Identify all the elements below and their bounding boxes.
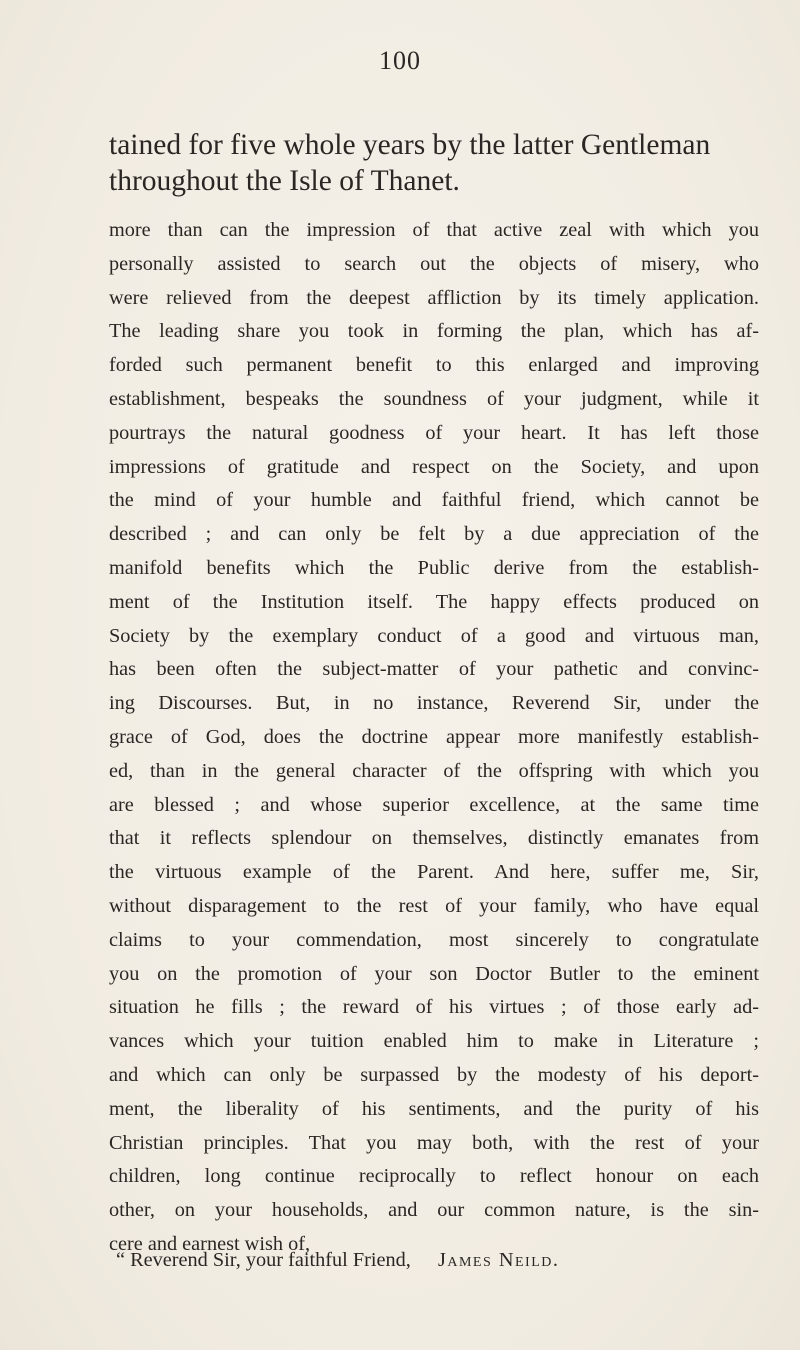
body-line: grace of God, does the doctrine appear more manifestly establish-: [109, 725, 759, 748]
body-line: were relieved from the deepest affliction by its timely application.: [109, 286, 759, 309]
body-line: situation he fills ; the reward of his virtues ; of those early ad-: [109, 996, 759, 1019]
body-line: ed, than in the general character of the offspring with which you: [109, 759, 759, 782]
body-line: and which can only be surpassed by the modesty of his deport-: [109, 1063, 759, 1086]
body-line: claims to your commendation, most sincerely to congratulate: [109, 928, 759, 951]
page-heading: tained for five whole years by the latter Gentleman throughout the Isle of Thanet.: [109, 129, 711, 197]
body-line: the mind of your humble and faithful friend, which cannot be: [109, 489, 759, 512]
body-line: you on the promotion of your son Doctor Butler to the eminent: [109, 962, 759, 985]
body-line: Christian principles. That you may both, with the rest of your: [109, 1131, 759, 1154]
body-line: vances which your tuition enabled him to make in Literature ;: [109, 1030, 759, 1053]
body-line: described ; and can only be felt by a due appreciation of the: [109, 523, 759, 546]
body-line: has been often the subject-matter of your pathetic and convinc-: [109, 658, 759, 681]
body-line: ing Discourses. But, in no instance, Reverend Sir, under the: [109, 692, 759, 715]
signature-name: James Neild.: [437, 1249, 560, 1271]
body-line: ment of the Institution itself. The happy effects produced on: [109, 590, 759, 613]
body-line: The leading share you took in forming the plan, which has af-: [109, 320, 759, 343]
body-line: establishment, bespeaks the soundness of your judgment, while it: [109, 387, 759, 410]
body-line: the virtuous example of the Parent. And here, suffer me, Sir,: [109, 861, 759, 884]
body-line: more than can the impression of that active zeal with which you: [109, 219, 759, 241]
body-line: other, on your households, and our common nature, is the sin-: [109, 1199, 759, 1222]
body-line: Society by the exemplary conduct of a good and virtuous man,: [109, 624, 759, 647]
body-line: pourtrays the natural goodness of your heart. It has left those: [109, 421, 759, 444]
body-line-last: cere and earnest wish of,: [109, 1232, 311, 1255]
body-line: that it reflects splendour on themselves, distinctly emanates from: [109, 827, 759, 850]
body-line: ment, the liberality of his sentiments, and the purity of his: [109, 1097, 759, 1120]
body-line: manifold benefits which the Public derive from the establish-: [109, 556, 759, 579]
body-line: are blessed ; and whose superior excellence, at the same time: [109, 793, 759, 816]
signature-salutation: “ Reverend Sir, your faithful Friend,: [116, 1249, 411, 1271]
body-line: personally assisted to search out the objects of misery, who: [109, 252, 759, 275]
body-line: children, long continue reciprocally to reflect honour on each: [109, 1165, 759, 1188]
page-number: 100: [379, 46, 421, 75]
body-line: without disparagement to the rest of your family, who have equal: [109, 894, 759, 917]
letter-body: [109, 214, 759, 1262]
body-line: impressions of gratitude and respect on the Society, and upon: [109, 455, 759, 478]
body-line: forded such permanent benefit to this enlarged and improving: [109, 354, 759, 377]
signature-line: [116, 1244, 736, 1278]
